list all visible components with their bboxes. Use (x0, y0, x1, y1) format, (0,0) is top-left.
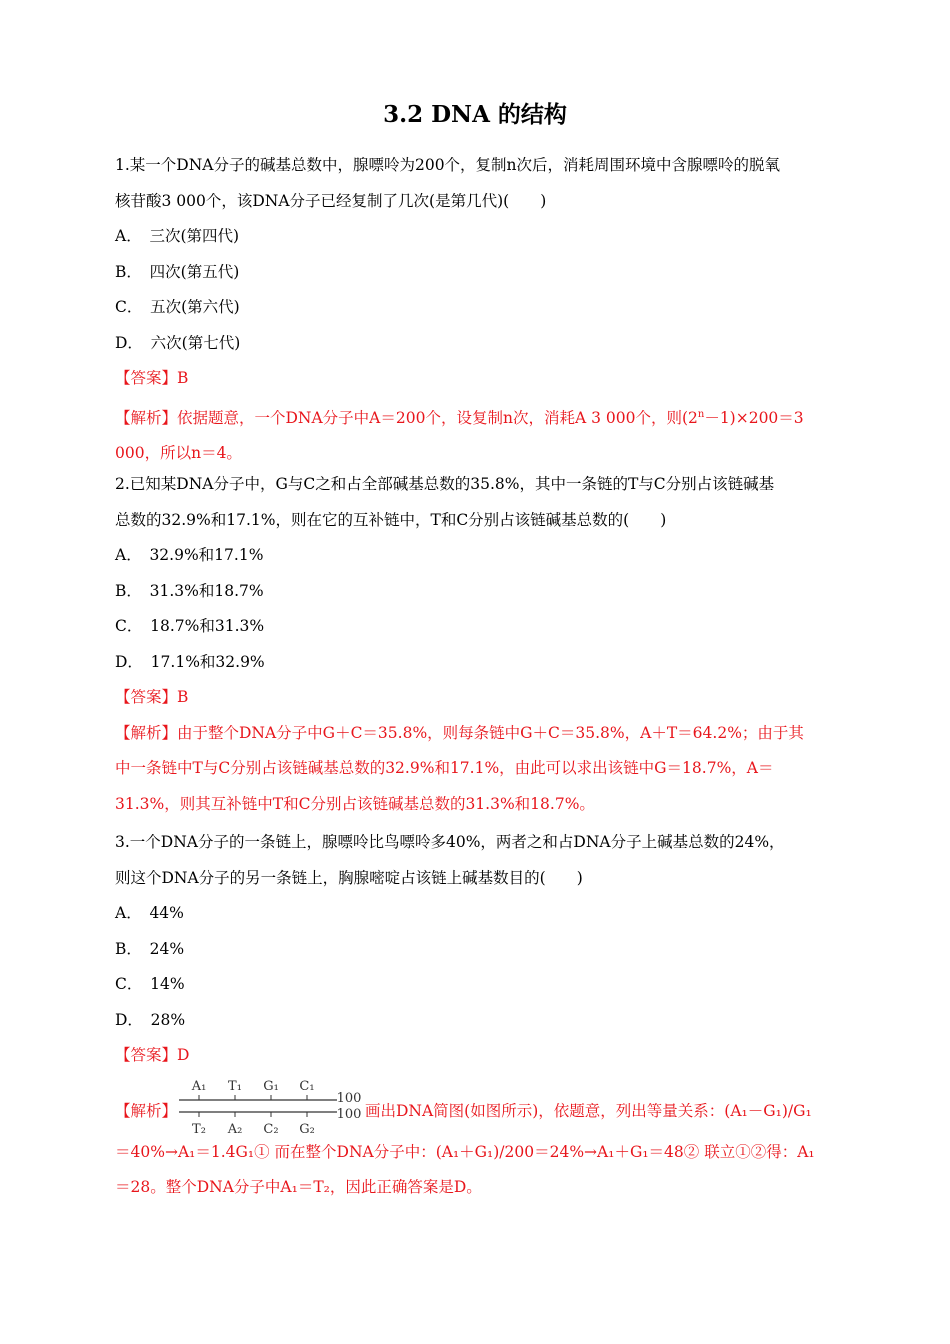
q3-option-d: D． 28% (115, 1010, 186, 1029)
q3-analysis-line1: 画出DNA简图(如图所示)，依题意，列出等量关系：(A₁－G₁)/G₁ (365, 1101, 812, 1120)
q3-analysis-label: 【解析】 (115, 1101, 178, 1120)
question-3 (115, 825, 840, 1206)
q1-analysis-line2: 000，所以n＝4。 (115, 444, 242, 463)
page-title: 3.2 DNA 的结构 (383, 101, 567, 128)
q3-analysis-line2: ＝40%→A₁＝1.4G₁① 而在整个DNA分子中：(A₁＋G₁)/200＝24%→A₁＋G₁＝48② 联立①②得：A₁ (115, 1142, 815, 1161)
q2-analysis-line3: 31.3%，则其互补链中T和C分别占该链碱基总数的31.3%和18.7%。 (115, 794, 595, 813)
q1-stem-line2: 核苷酸3 000个，该DNA分子已经复制了几次(是第几代)( ) (115, 191, 547, 210)
question-1 (115, 148, 840, 472)
question-2 (115, 467, 840, 822)
q2-analysis-line2: 中一条链中T与C分别占该链碱基总数的32.9%和17.1%，由此可以求出该链中G＝18.7%，A＝ (115, 759, 774, 777)
q2-option-d: D． 17.1%和32.9% (115, 652, 265, 671)
q1-analysis-part2: －1)×200＝3 (704, 408, 804, 427)
top-label-c1: C₁ (299, 1078, 315, 1094)
q3-option-a: A． 44% (115, 904, 184, 922)
q1-option-b: B． 四次(第五代) (115, 262, 240, 281)
top-strand-count: 100 (336, 1090, 362, 1106)
q1-stem-line1: 1.某一个DNA分子的碱基总数中，腺嘌呤为200个，复制n次后，消耗周围环境中含腺嘌呤的脱氧 (115, 156, 781, 174)
bottom-label-g2: G₂ (299, 1121, 315, 1137)
bottom-label-c2: C₂ (263, 1121, 279, 1137)
q1-analysis-part1: 【解析】依据题意，一个DNA分子中A＝200个，设复制n次，消耗A 3 000个，则(2 (115, 408, 698, 427)
top-ticks (199, 1095, 307, 1100)
top-label-t1: T₁ (228, 1078, 242, 1094)
dna-strand-diagram (177, 1074, 367, 1149)
q1-answer: 【答案】B (115, 369, 189, 387)
q2-analysis-line1: 【解析】由于整个DNA分子中G＋C＝35.8%，则每条链中G＋C＝35.8%，A＋T＝64.2%；由于其 (115, 723, 804, 742)
q1-analysis-line1 (115, 397, 840, 437)
q2-option-b: B． 31.3%和18.7% (115, 581, 264, 600)
q1-option-a: A． 三次(第四代) (115, 227, 240, 245)
top-label-g1: G₁ (263, 1078, 279, 1094)
top-label-a1: A₁ (191, 1078, 207, 1094)
q3-analysis-diagram-row (115, 1074, 840, 1149)
q1-option-c: C． 五次(第六代) (115, 298, 240, 316)
q3-option-b: B． 24% (115, 939, 185, 958)
q3-answer: 【答案】D (115, 1046, 190, 1064)
q2-answer: 【答案】B (115, 688, 189, 706)
q2-stem-line2: 总数的32.9%和17.1%，则在它的互补链中，T和C分别占该链碱基总数的( ) (115, 510, 667, 529)
bottom-label-a2: A₂ (227, 1121, 243, 1137)
q3-stem-line1: 3.一个DNA分子的一条链上，腺嘌呤比鸟嘌呤多40%，两者之和占DNA分子上碱基总数的24%， (115, 833, 785, 851)
q3-option-c: C． 14% (115, 975, 185, 993)
q3-stem-line2: 则这个DNA分子的另一条链上，胸腺嘧啶占该链上碱基数目的( ) (115, 868, 583, 887)
q1-analysis-exponent: n (697, 408, 705, 420)
bottom-label-t2: T₂ (192, 1121, 206, 1137)
q3-analysis-line3: ＝28。整个DNA分子中A₁＝T₂，因此正确答案是D。 (115, 1178, 482, 1196)
q2-stem-line1: 2.已知某DNA分子中，G与C之和占全部碱基总数的35.8%，其中一条链的T与C分别占该链碱基 (115, 475, 775, 493)
q1-option-d: D． 六次(第七代) (115, 333, 241, 352)
bottom-strand-count: 100 (336, 1106, 362, 1122)
q2-option-a: A． 32.9%和17.1% (115, 546, 264, 564)
q2-option-c: C． 18.7%和31.3% (115, 617, 265, 635)
bottom-ticks (199, 1112, 307, 1117)
